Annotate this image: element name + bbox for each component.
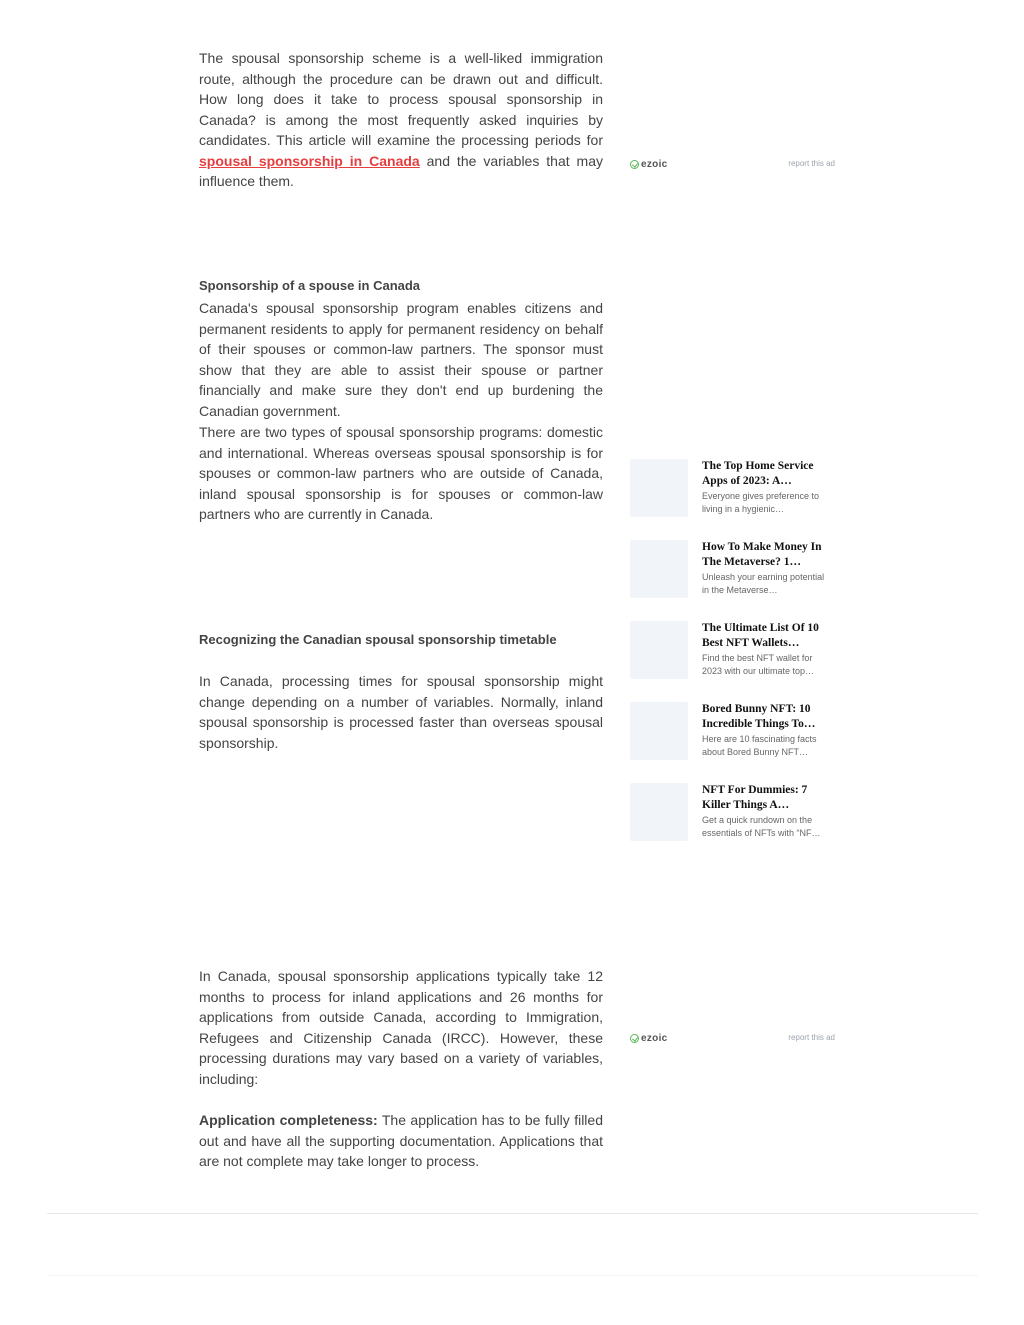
report-ad-link[interactable]: report this ad	[788, 159, 835, 168]
section2-paragraph-1: In Canada, processing times for spousal sponsorship might change depending on a number of variables. Normally, inland spousal sponsorship is processed faster than overseas spousal sponsorship.	[199, 673, 603, 751]
report-ad-link[interactable]: report this ad	[788, 1033, 835, 1042]
ezoic-logo[interactable]	[630, 159, 668, 170]
recommendation-thumbnail[interactable]	[630, 702, 688, 760]
section3-paragraph-1: In Canada, spousal sponsorship applications typically take 12 months to process for inland applications and 26 months for applications from outside Canada, according to Immigration, Refugees and Citizenship Canada (IRCC). However, these processing durations may vary based on a variety of variables, including:	[199, 968, 603, 1087]
ad-slot-2	[630, 1033, 835, 1047]
recommendation-description: Unleash your earning potential in the Metaverse…	[702, 572, 825, 595]
recommendation-title[interactable]: The Ultimate List Of 10 Best NFT Wallets…	[702, 622, 819, 649]
recommendation-description: Everyone gives preference to living in a hygienic…	[702, 491, 820, 514]
application-completeness-label: Application completeness:	[199, 1112, 378, 1128]
ad-slot-1	[630, 159, 835, 173]
recommendation-title[interactable]: The Top Home Service Apps of 2023: A…	[702, 460, 814, 487]
recommendation-item[interactable]	[630, 702, 835, 762]
intro-text-end: and the variables that may influence them.	[199, 152, 603, 189]
recommendation-description: Find the best NFT wallet for 2023 with our ultimate top…	[702, 653, 815, 676]
intro-paragraph	[199, 48, 603, 192]
ezoic-check-icon	[630, 1034, 639, 1043]
section1-paragraph-1: Canada's spousal sponsorship program enables citizens and permanent residents to apply for permanent residency on behalf of their spouses or common-law partners. The sponsor must show that they are able to assist their spouse or partner financially and make sure they don't end up burdening the Canadian government.	[199, 300, 603, 419]
section-heading-timetable: Recognizing the Canadian spousal sponsorship timetable	[199, 632, 557, 647]
section3-paragraph-2	[199, 1110, 603, 1172]
recommendation-item[interactable]	[630, 459, 835, 519]
spousal-sponsorship-link[interactable]: spousal sponsorship in Canada	[199, 152, 420, 169]
ezoic-check-icon	[630, 160, 639, 169]
recommendation-thumbnail[interactable]	[630, 783, 688, 841]
recommendation-title[interactable]: Bored Bunny NFT: 10 Incredible Things To…	[702, 703, 816, 730]
recommendation-item[interactable]	[630, 621, 835, 681]
section1-paragraph-2: There are two types of spousal sponsorship programs: domestic and international. Whereas overseas spousal sponsorship is for spouses or common-law partners who are outside of Canada, inland spousal sponsorship is for spouses or common-law partners who are currently in Canada.	[199, 424, 603, 522]
recommendation-item[interactable]	[630, 783, 835, 843]
footer-divider-2	[47, 1275, 978, 1276]
recommendation-thumbnail[interactable]	[630, 540, 688, 598]
section-heading-sponsorship: Sponsorship of a spouse in Canada	[199, 278, 421, 293]
ezoic-brand: ezoic	[641, 159, 668, 170]
application-completeness-text: The application has to be fully filled out and have all the supporting documentation. Applications that are not complete may take longer to process.	[199, 1112, 603, 1169]
recommendation-item[interactable]	[630, 540, 835, 600]
ezoic-logo[interactable]	[630, 1033, 668, 1044]
intro-text: The spousal sponsorship scheme is a well-liked immigration route, although the procedure can be drawn out and difficult. How long does it take to process spousal sponsorship in Canada? is among the most frequently asked inquiries by candidates. This article will examine the processing periods for	[199, 50, 603, 148]
recommendation-description: Get a quick rundown on the essentials of NFTs with “NF…	[702, 815, 821, 838]
recommendation-title[interactable]: NFT For Dummies: 7 Killer Things A…	[702, 784, 808, 811]
recommendation-description: Here are 10 fascinating facts about Bored Bunny NFT…	[702, 734, 817, 757]
recommendation-title[interactable]: How To Make Money In The Metaverse? 1…	[702, 541, 822, 568]
recommendation-thumbnail[interactable]	[630, 621, 688, 679]
footer-divider	[47, 1213, 978, 1214]
ezoic-brand: ezoic	[641, 1033, 668, 1044]
recommendation-thumbnail[interactable]	[630, 459, 688, 517]
